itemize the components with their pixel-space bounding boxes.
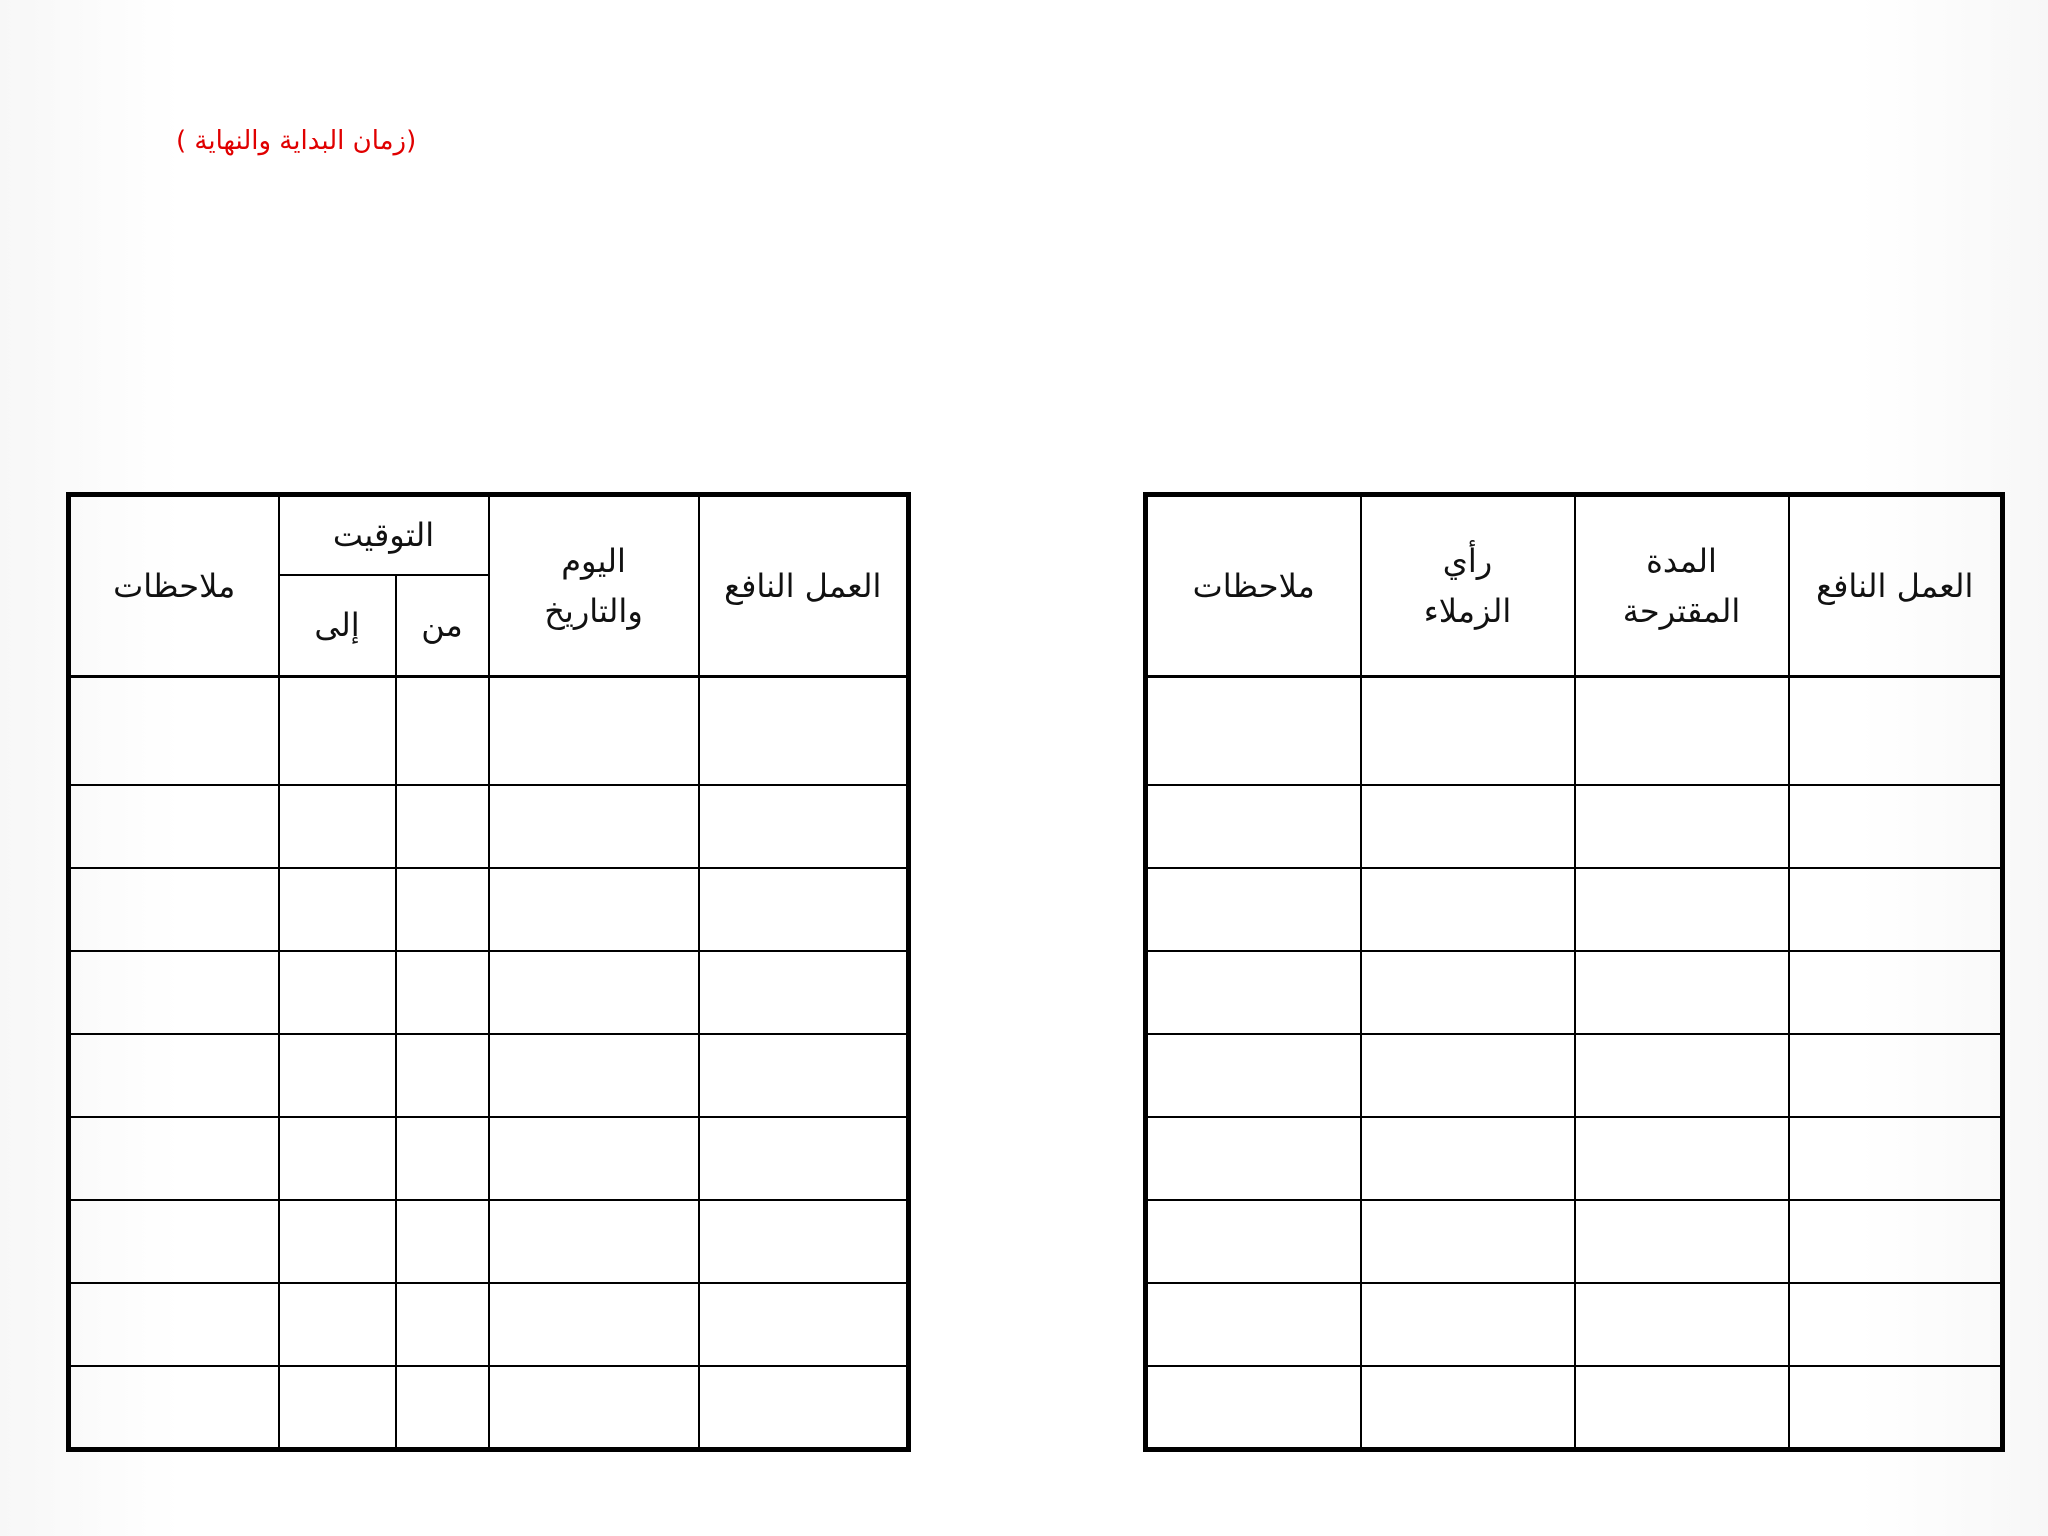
cell-notes[interactable] xyxy=(69,677,279,785)
cell-notes[interactable] xyxy=(69,868,279,951)
table-row xyxy=(69,1283,909,1366)
table-row xyxy=(1146,677,2003,785)
cell-useful-work[interactable] xyxy=(1789,677,2003,785)
table-row xyxy=(1146,1117,2003,1200)
cell-to[interactable] xyxy=(279,785,396,868)
cell-from[interactable] xyxy=(396,1117,489,1200)
cell-useful-work[interactable] xyxy=(699,677,909,785)
cell-to[interactable] xyxy=(279,1283,396,1366)
cell-from[interactable] xyxy=(396,868,489,951)
cell-to[interactable] xyxy=(279,677,396,785)
header-to: إلى xyxy=(279,575,396,677)
cell-day-and-date[interactable] xyxy=(489,951,699,1034)
cell-suggested-duration[interactable] xyxy=(1575,1034,1789,1117)
cell-suggested-duration[interactable] xyxy=(1575,677,1789,785)
header-from: من xyxy=(396,575,489,677)
cell-day-and-date[interactable] xyxy=(489,1117,699,1200)
cell-notes[interactable] xyxy=(1146,1200,1361,1283)
cell-from[interactable] xyxy=(396,951,489,1034)
cell-useful-work[interactable] xyxy=(699,1034,909,1117)
cell-notes[interactable] xyxy=(1146,868,1361,951)
cell-day-and-date[interactable] xyxy=(489,868,699,951)
table-row xyxy=(69,785,909,868)
cell-notes[interactable] xyxy=(1146,1117,1361,1200)
cell-from[interactable] xyxy=(396,677,489,785)
cell-notes[interactable] xyxy=(1146,1034,1361,1117)
table-row xyxy=(1146,1283,2003,1366)
cell-notes[interactable] xyxy=(1146,951,1361,1034)
cell-colleagues-opinion[interactable] xyxy=(1361,1200,1575,1283)
cell-to[interactable] xyxy=(279,951,396,1034)
cell-colleagues-opinion[interactable] xyxy=(1361,1366,1575,1449)
cell-useful-work[interactable] xyxy=(699,1200,909,1283)
cell-from[interactable] xyxy=(396,1200,489,1283)
table-row xyxy=(1146,868,2003,951)
cell-useful-work[interactable] xyxy=(1789,1034,2003,1117)
cell-useful-work[interactable] xyxy=(699,785,909,868)
cell-useful-work[interactable] xyxy=(1789,785,2003,868)
cell-notes[interactable] xyxy=(69,951,279,1034)
table-row xyxy=(69,1034,909,1117)
cell-from[interactable] xyxy=(396,1283,489,1366)
header-day-and-date: اليوم والتاريخ xyxy=(489,495,699,677)
header-notes: ملاحظات xyxy=(69,495,279,677)
estimate-time-table xyxy=(1143,492,2005,1452)
cell-colleagues-opinion[interactable] xyxy=(1361,951,1575,1034)
cell-notes[interactable] xyxy=(69,785,279,868)
header-suggested-duration: المدة المقترحة xyxy=(1575,495,1789,677)
cell-useful-work[interactable] xyxy=(699,1366,909,1449)
cell-suggested-duration[interactable] xyxy=(1575,1200,1789,1283)
cell-useful-work[interactable] xyxy=(1789,1200,2003,1283)
cell-useful-work[interactable] xyxy=(1789,1283,2003,1366)
cell-notes[interactable] xyxy=(69,1200,279,1283)
header-timing: التوقيت xyxy=(279,495,489,575)
cell-suggested-duration[interactable] xyxy=(1575,951,1789,1034)
cell-useful-work[interactable] xyxy=(1789,951,2003,1034)
table-row xyxy=(69,868,909,951)
cell-from[interactable] xyxy=(396,785,489,868)
cell-useful-work[interactable] xyxy=(1789,1366,2003,1449)
header-colleagues-opinion: رأي الزملاء xyxy=(1361,495,1575,677)
cell-colleagues-opinion[interactable] xyxy=(1361,868,1575,951)
table-row xyxy=(69,1200,909,1283)
cell-notes[interactable] xyxy=(1146,1283,1361,1366)
cell-day-and-date[interactable] xyxy=(489,1283,699,1366)
table-row xyxy=(1146,785,2003,868)
schedule-time-subtitle: (زمان البداية والنهاية ) xyxy=(176,126,417,156)
cell-notes[interactable] xyxy=(69,1117,279,1200)
cell-suggested-duration[interactable] xyxy=(1575,1366,1789,1449)
cell-colleagues-opinion[interactable] xyxy=(1361,1117,1575,1200)
schedule-time-table xyxy=(66,492,911,1452)
cell-day-and-date[interactable] xyxy=(489,1034,699,1117)
cell-suggested-duration[interactable] xyxy=(1575,868,1789,951)
cell-day-and-date[interactable] xyxy=(489,677,699,785)
cell-to[interactable] xyxy=(279,1117,396,1200)
cell-notes[interactable] xyxy=(69,1283,279,1366)
table-row xyxy=(1146,1200,2003,1283)
table-row xyxy=(1146,951,2003,1034)
header-useful-work: العمل النافع xyxy=(1789,495,2003,677)
cell-notes[interactable] xyxy=(1146,785,1361,868)
cell-notes[interactable] xyxy=(1146,1366,1361,1449)
cell-notes[interactable] xyxy=(69,1366,279,1449)
cell-to[interactable] xyxy=(279,1034,396,1117)
cell-from[interactable] xyxy=(396,1366,489,1449)
table-row xyxy=(1146,1034,2003,1117)
cell-day-and-date[interactable] xyxy=(489,1366,699,1449)
cell-colleagues-opinion[interactable] xyxy=(1361,677,1575,785)
cell-useful-work[interactable] xyxy=(699,1283,909,1366)
cell-suggested-duration[interactable] xyxy=(1575,1117,1789,1200)
cell-day-and-date[interactable] xyxy=(489,785,699,868)
cell-to[interactable] xyxy=(279,1366,396,1449)
cell-colleagues-opinion[interactable] xyxy=(1361,1283,1575,1366)
cell-suggested-duration[interactable] xyxy=(1575,1283,1789,1366)
cell-day-and-date[interactable] xyxy=(489,1200,699,1283)
cell-useful-work[interactable] xyxy=(699,951,909,1034)
cell-colleagues-opinion[interactable] xyxy=(1361,785,1575,868)
cell-to[interactable] xyxy=(279,1200,396,1283)
cell-useful-work[interactable] xyxy=(1789,1117,2003,1200)
table-row xyxy=(69,951,909,1034)
header-notes: ملاحظات xyxy=(1146,495,1361,677)
table-row xyxy=(69,1117,909,1200)
table-row xyxy=(69,1366,909,1449)
cell-from[interactable] xyxy=(396,1034,489,1117)
cell-useful-work[interactable] xyxy=(1789,868,2003,951)
cell-useful-work[interactable] xyxy=(699,868,909,951)
cell-suggested-duration[interactable] xyxy=(1575,785,1789,868)
cell-notes[interactable] xyxy=(1146,677,1361,785)
table-row xyxy=(1146,1366,2003,1449)
cell-to[interactable] xyxy=(279,868,396,951)
header-useful-work: العمل النافع xyxy=(699,495,909,677)
cell-useful-work[interactable] xyxy=(699,1117,909,1200)
cell-notes[interactable] xyxy=(69,1034,279,1117)
cell-colleagues-opinion[interactable] xyxy=(1361,1034,1575,1117)
table-row xyxy=(69,677,909,785)
